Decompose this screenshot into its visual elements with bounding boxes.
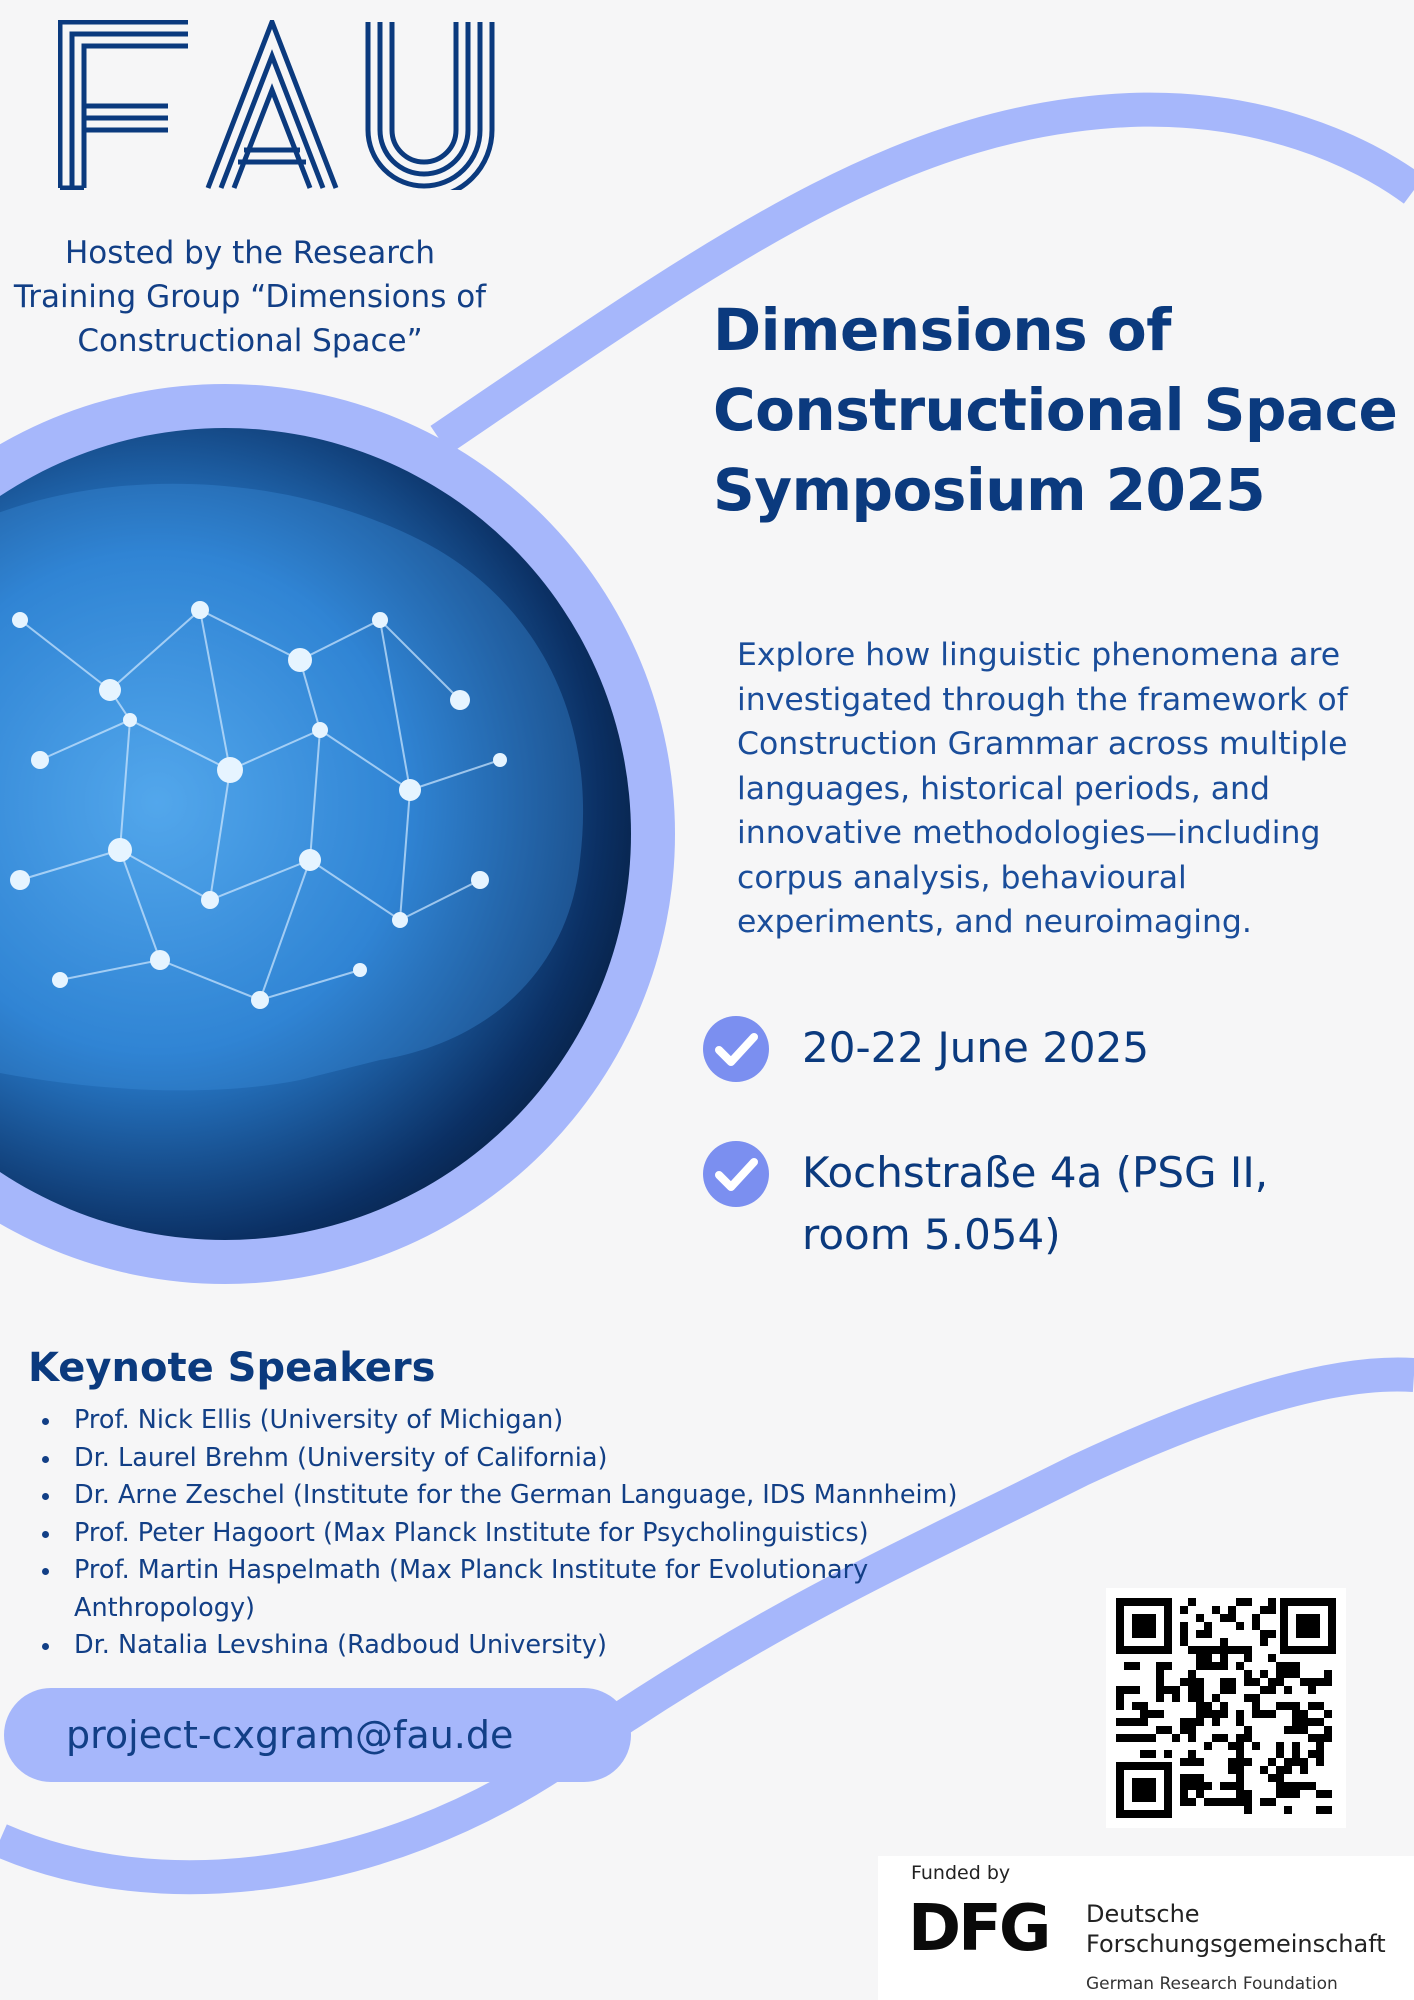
qr-module (1116, 1686, 1124, 1694)
qr-module (1268, 1686, 1276, 1694)
qr-module (1180, 1606, 1188, 1614)
qr-module (1236, 1734, 1244, 1742)
qr-module (1196, 1630, 1204, 1638)
qr-module (1260, 1638, 1268, 1646)
email-link[interactable] (4, 1688, 631, 1782)
qr-module (1196, 1694, 1204, 1702)
qr-module (1276, 1678, 1284, 1686)
venue-row (702, 1142, 1362, 1266)
keynote-heading: Keynote Speakers (28, 1345, 436, 1391)
qr-module (1164, 1750, 1172, 1758)
list-item: Prof. Peter Hagoort (Max Planck Institute for Psycholinguistics) (40, 1515, 1020, 1553)
qr-module (1132, 1734, 1140, 1742)
qr-module (1252, 1702, 1260, 1710)
qr-module (1196, 1718, 1204, 1726)
qr-module (1220, 1638, 1228, 1646)
qr-module (1324, 1678, 1332, 1686)
qr-module (1188, 1686, 1196, 1694)
qr-module (1180, 1638, 1188, 1646)
qr-module (1308, 1718, 1316, 1726)
qr-module (1268, 1630, 1276, 1638)
dfg-name-line-1: Deutsche (1086, 1900, 1200, 1928)
qr-module (1132, 1662, 1140, 1670)
qr-module (1236, 1750, 1244, 1758)
qr-module (1188, 1646, 1196, 1654)
list-item: Dr. Arne Zeschel (Institute for the German Language, IDS Mannheim) (40, 1477, 1020, 1515)
qr-module (1140, 1750, 1148, 1758)
qr-module (1268, 1606, 1276, 1614)
event-date: 20-22 June 2025 (802, 1023, 1150, 1072)
qr-module (1316, 1734, 1324, 1742)
qr-module (1212, 1606, 1220, 1614)
title-line-2: Constructional Space (713, 376, 1398, 444)
qr-module (1236, 1598, 1244, 1606)
qr-module (1196, 1790, 1204, 1798)
qr-module (1204, 1630, 1212, 1638)
qr-module (1156, 1726, 1164, 1734)
qr-module (1244, 1726, 1252, 1734)
qr-module (1276, 1750, 1284, 1758)
qr-module (1132, 1702, 1140, 1710)
qr-module (1292, 1670, 1300, 1678)
event-description: Explore how linguistic phenomena are investigated through the framework of Construction Grammar across multiple languages, historical periods, and innovative methodologies—including corpus analysis, behavioural experiments, and neuroimaging. (737, 637, 1348, 940)
qr-module (1292, 1782, 1300, 1790)
qr-module (1284, 1726, 1292, 1734)
email-address[interactable]: project-cxgram@fau.de (66, 1713, 514, 1757)
qr-module (1292, 1790, 1300, 1798)
qr-module (1180, 1718, 1188, 1726)
qr-module (1236, 1782, 1244, 1790)
qr-module (1276, 1790, 1284, 1798)
qr-module (1204, 1662, 1212, 1670)
qr-module (1236, 1758, 1244, 1766)
qr-module (1300, 1718, 1308, 1726)
qr-module (1324, 1734, 1332, 1742)
qr-module (1292, 1710, 1300, 1718)
qr-module (1316, 1742, 1324, 1750)
qr-module (1164, 1686, 1172, 1694)
qr-module (1180, 1678, 1188, 1686)
qr-module (1156, 1710, 1164, 1718)
qr-module (1276, 1702, 1284, 1710)
qr-module (1316, 1718, 1324, 1726)
event-title (713, 290, 1403, 530)
qr-module (1268, 1758, 1276, 1766)
qr-module (1316, 1806, 1324, 1814)
qr-module (1276, 1782, 1284, 1790)
qr-module (1196, 1646, 1204, 1654)
qr-module (1196, 1702, 1204, 1710)
qr-module (1308, 1686, 1316, 1694)
qr-module (1156, 1670, 1164, 1678)
qr-module (1308, 1702, 1316, 1710)
qr-module (1292, 1702, 1300, 1710)
qr-module (1132, 1718, 1140, 1726)
qr-module (1252, 1678, 1260, 1686)
qr-module (1284, 1782, 1292, 1790)
qr-module (1188, 1598, 1196, 1606)
qr-module (1180, 1798, 1188, 1806)
qr-module (1244, 1798, 1252, 1806)
qr-module (1188, 1694, 1196, 1702)
qr-module (1252, 1622, 1260, 1630)
dfg-name-english: German Research Foundation (1086, 1974, 1338, 1994)
qr-module (1204, 1646, 1212, 1654)
qr-module (1236, 1646, 1244, 1654)
qr-module (1284, 1758, 1292, 1766)
qr-module (1148, 1710, 1156, 1718)
qr-module (1188, 1750, 1196, 1758)
qr-module (1244, 1790, 1252, 1798)
qr-module (1236, 1742, 1244, 1750)
qr-module (1220, 1678, 1228, 1686)
qr-module (1148, 1750, 1156, 1758)
qr-module (1300, 1782, 1308, 1790)
event-venue: Kochstraße 4a (PSG II, room 5.054) (802, 1148, 1269, 1259)
qr-module (1292, 1718, 1300, 1726)
qr-module (1220, 1710, 1228, 1718)
qr-module (1212, 1662, 1220, 1670)
qr-module (1188, 1774, 1196, 1782)
qr-module (1180, 1726, 1188, 1734)
qr-module (1284, 1662, 1292, 1670)
dfg-logo-mark: DFG (908, 1892, 1049, 1966)
qr-module (1132, 1686, 1140, 1694)
qr-module (1268, 1798, 1276, 1806)
qr-module (1324, 1806, 1332, 1814)
qr-module (1268, 1678, 1276, 1686)
qr-module (1140, 1734, 1148, 1742)
qr-module (1260, 1798, 1268, 1806)
qr-module (1292, 1750, 1300, 1758)
qr-module (1188, 1782, 1196, 1790)
qr-module (1236, 1790, 1244, 1798)
qr-module (1212, 1646, 1220, 1654)
list-item: Dr. Natalia Levshina (Radboud University) (40, 1627, 1020, 1665)
qr-module (1260, 1606, 1268, 1614)
qr-module (1300, 1726, 1308, 1734)
qr-module (1292, 1726, 1300, 1734)
qr-module (1324, 1790, 1332, 1798)
qr-module (1244, 1670, 1252, 1678)
qr-module (1196, 1662, 1204, 1670)
qr-module (1284, 1790, 1292, 1798)
qr-module (1220, 1798, 1228, 1806)
qr-module (1188, 1718, 1196, 1726)
qr-module (1220, 1702, 1228, 1710)
qr-module (1180, 1790, 1188, 1798)
qr-module (1228, 1782, 1236, 1790)
qr-module (1252, 1694, 1260, 1702)
qr-module (1252, 1710, 1260, 1718)
qr-module (1188, 1798, 1196, 1806)
qr-module (1204, 1798, 1212, 1806)
qr-module (1156, 1686, 1164, 1694)
qr-module (1228, 1646, 1236, 1654)
dfg-name-line-2: Forschungsgemeinschaft (1086, 1930, 1386, 1958)
hosted-by-text: Hosted by the Research Training Group “Dimensions of Constructional Space” (13, 235, 487, 359)
qr-module (1212, 1710, 1220, 1718)
qr-module (1140, 1718, 1148, 1726)
qr-module (1236, 1710, 1244, 1718)
qr-module (1316, 1750, 1324, 1758)
qr-module (1284, 1806, 1292, 1814)
qr-module (1292, 1662, 1300, 1670)
qr-module (1204, 1654, 1212, 1662)
qr-module (1204, 1702, 1212, 1710)
qr-module (1140, 1702, 1148, 1710)
qr-module (1228, 1742, 1236, 1750)
qr-module (1260, 1670, 1268, 1678)
dfg-funding-logo (878, 1856, 1414, 2000)
list-item: Dr. Laurel Brehm (University of California) (40, 1440, 1020, 1478)
qr-module (1260, 1766, 1268, 1774)
qr-module (1268, 1598, 1276, 1606)
qr-module (1124, 1686, 1132, 1694)
qr-module (1316, 1702, 1324, 1710)
qr-module (1252, 1742, 1260, 1750)
qr-module (1180, 1782, 1188, 1790)
qr-module (1204, 1622, 1212, 1630)
qr-module (1196, 1774, 1204, 1782)
qr-module (1316, 1678, 1324, 1686)
qr-module (1196, 1654, 1204, 1662)
qr-module (1196, 1782, 1204, 1790)
qr-module (1172, 1734, 1180, 1742)
qr-module (1220, 1662, 1228, 1670)
qr-module (1300, 1678, 1308, 1686)
qr-module (1244, 1678, 1252, 1686)
funded-by-label: Funded by (911, 1862, 1011, 1884)
qr-module (1268, 1774, 1276, 1782)
qr-module (1180, 1622, 1188, 1630)
qr-module (1196, 1678, 1204, 1686)
qr-module (1244, 1758, 1252, 1766)
check-circle-icon (702, 1015, 770, 1083)
qr-module (1236, 1766, 1244, 1774)
qr-module (1196, 1758, 1204, 1766)
qr-module (1260, 1710, 1268, 1718)
qr-module (1196, 1686, 1204, 1694)
speaker-list (40, 1402, 1020, 1665)
qr-module (1204, 1710, 1212, 1718)
qr-module (1204, 1782, 1212, 1790)
qr-module (1244, 1646, 1252, 1654)
date-row (702, 1017, 1149, 1083)
qr-module (1220, 1654, 1228, 1662)
qr-module (1228, 1614, 1236, 1622)
qr-module (1292, 1758, 1300, 1766)
qr-module (1212, 1734, 1220, 1742)
qr-module (1284, 1766, 1292, 1774)
list-item: Prof. Martin Haspelmath (Max Planck Institute for Evolutionary Anthropology) (40, 1552, 954, 1627)
qr-module (1308, 1678, 1316, 1686)
qr-module (1188, 1670, 1196, 1678)
qr-module (1204, 1742, 1212, 1750)
qr-module (1156, 1694, 1164, 1702)
title-line-3: Symposium 2025 (713, 456, 1266, 524)
qr-module (1228, 1798, 1236, 1806)
qr-module (1220, 1614, 1228, 1622)
qr-module (1188, 1758, 1196, 1766)
qr-module (1300, 1710, 1308, 1718)
qr-module (1276, 1766, 1284, 1774)
qr-module (1180, 1630, 1188, 1638)
qr-module (1212, 1718, 1220, 1726)
list-item: Prof. Nick Ellis (University of Michigan) (40, 1402, 1020, 1440)
qr-module (1260, 1630, 1268, 1638)
qr-module (1124, 1718, 1132, 1726)
qr-module (1116, 1694, 1124, 1702)
qr-module (1308, 1734, 1316, 1742)
qr-module (1316, 1758, 1324, 1766)
qr-module (1220, 1646, 1228, 1654)
qr-module (1324, 1670, 1332, 1678)
qr-module (1116, 1718, 1124, 1726)
qr-module (1220, 1782, 1228, 1790)
qr-module (1180, 1758, 1188, 1766)
qr-module (1228, 1766, 1236, 1774)
qr-module (1276, 1662, 1284, 1670)
qr-module (1140, 1710, 1148, 1718)
qr-module (1308, 1782, 1316, 1790)
qr-module (1188, 1726, 1196, 1734)
title-line-1: Dimensions of (713, 296, 1171, 364)
qr-module (1188, 1734, 1196, 1742)
qr-module (1244, 1734, 1252, 1742)
qr-module (1324, 1710, 1332, 1718)
qr-module (1212, 1694, 1220, 1702)
qr-module (1244, 1694, 1252, 1702)
qr-module (1316, 1790, 1324, 1798)
qr-module (1196, 1614, 1204, 1622)
qr-module (1236, 1798, 1244, 1806)
qr-module (1244, 1806, 1252, 1814)
qr-module (1260, 1686, 1268, 1694)
qr-module (1300, 1758, 1308, 1766)
qr-module (1284, 1670, 1292, 1678)
fau-logo (58, 20, 508, 190)
qr-module (1276, 1742, 1284, 1750)
qr-module (1156, 1678, 1164, 1686)
qr-module (1148, 1734, 1156, 1742)
qr-module (1172, 1686, 1180, 1694)
qr-module (1276, 1774, 1284, 1782)
qr-module (1236, 1662, 1244, 1670)
qr-module (1228, 1606, 1236, 1614)
qr-module (1244, 1598, 1252, 1606)
qr-module (1196, 1710, 1204, 1718)
qr-module (1268, 1654, 1276, 1662)
qr-module (1252, 1614, 1260, 1622)
qr-module (1180, 1774, 1188, 1782)
qr-module (1236, 1774, 1244, 1782)
qr-module (1236, 1622, 1244, 1630)
qr-module (1212, 1798, 1220, 1806)
qr-module (1172, 1694, 1180, 1702)
qr-module (1300, 1766, 1308, 1774)
qr-module (1188, 1678, 1196, 1686)
qr-module (1220, 1686, 1228, 1694)
qr-module (1164, 1726, 1172, 1734)
qr-module (1268, 1710, 1276, 1718)
qr-module (1124, 1662, 1132, 1670)
qr-module (1228, 1686, 1236, 1694)
qr-module (1284, 1686, 1292, 1694)
qr-module (1220, 1734, 1228, 1742)
qr-module (1116, 1734, 1124, 1742)
qr-module (1284, 1702, 1292, 1710)
qr-module (1236, 1718, 1244, 1726)
qr-module (1292, 1742, 1300, 1750)
qr-module (1228, 1758, 1236, 1766)
qr-module (1116, 1702, 1124, 1710)
qr-code[interactable] (1106, 1588, 1346, 1828)
qr-module (1276, 1670, 1284, 1678)
qr-module (1324, 1726, 1332, 1734)
qr-module (1228, 1678, 1236, 1686)
check-circle-icon (702, 1140, 770, 1208)
qr-module (1164, 1662, 1172, 1670)
qr-module (1308, 1750, 1316, 1758)
qr-module (1156, 1662, 1164, 1670)
qr-module (1244, 1654, 1252, 1662)
qr-module (1124, 1734, 1132, 1742)
